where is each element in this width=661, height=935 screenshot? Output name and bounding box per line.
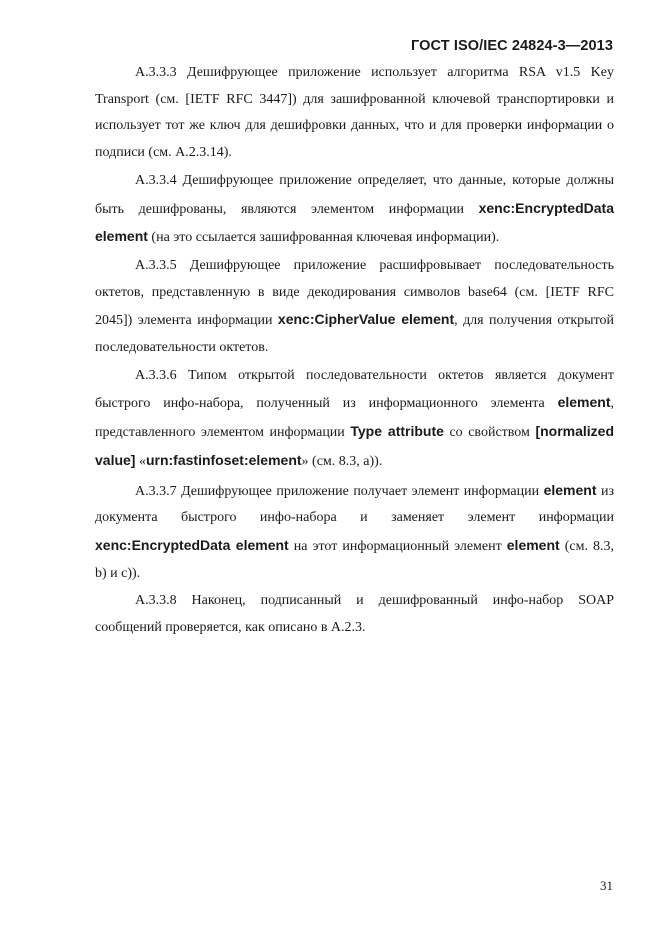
term-element: element bbox=[557, 394, 611, 411]
paragraph-a3-3-4 bbox=[95, 168, 614, 252]
page-number: 31 bbox=[600, 878, 613, 893]
paragraph-a3-3-5 bbox=[95, 253, 614, 362]
paragraph-text: со свойством bbox=[443, 425, 536, 441]
paragraph-text: » (см. 8.3, а)). bbox=[301, 453, 383, 469]
paragraph-text: из документа быстрого инфо-набора и заменяет элемент информации bbox=[95, 483, 614, 526]
paragraph-text: А.3.3.6 Типом открытой последовательности октетов является документ быстрого инфо-набора, полученный из информационного элемента bbox=[95, 367, 614, 412]
term-element: element bbox=[543, 481, 597, 498]
paragraph-text: А.3.3.7 Дешифрующее приложение получает элемент информации bbox=[135, 483, 544, 499]
paragraph-text: , представленного элементом информации bbox=[95, 396, 614, 441]
term-element: element bbox=[506, 536, 560, 553]
document-body bbox=[95, 60, 614, 643]
paragraph-text: на этот информационный элемент bbox=[288, 538, 507, 554]
paragraph-a3-3-8: А.3.3.8 Наконец, подписанный и дешифрованный инфо-набор SOAP сообщений проверяется, как описано в А.2.3. bbox=[95, 593, 614, 636]
paragraph-a3-3-7 bbox=[95, 477, 614, 588]
paragraph-a3-3-3: А.3.3.3 Дешифрующее приложение использует алгоритма RSA v1.5 Key Transport (см. [IETF RFC 3447]) для зашифрованной ключевой транспортировки и использует тот же ключ для дешифровки данных, что и для проверки информации о подписи (см. А.2.3.14). bbox=[95, 65, 614, 161]
term-encrypteddata: xenc:EncryptedData element bbox=[95, 199, 614, 245]
paragraph-text: (см. 8.3, b) и с)). bbox=[95, 538, 614, 581]
term-urn: urn:fastinfoset:element bbox=[145, 451, 302, 468]
term-normalized-value: [normalized value] bbox=[95, 423, 615, 468]
term-type-attribute: Type attribute bbox=[350, 423, 444, 440]
term-ciphervalue: xenc:CipherValue element bbox=[277, 311, 455, 328]
paragraph-text: А.3.3.4 Дешифрующее приложение определяет, что данные, которые должны быть дешифрованы, являются элементом информации bbox=[95, 172, 614, 217]
standard-header: ГОСТ ISO/IEC 24824-3—2013 bbox=[411, 38, 613, 54]
paragraph-text: « bbox=[135, 453, 146, 469]
paragraph-text: (на это ссылается зашифрованная ключевая информации). bbox=[147, 230, 500, 246]
paragraph-text: , для получения открытой последовательности октетов. bbox=[95, 313, 614, 356]
term-encrypteddata: xenc:EncryptedData element bbox=[95, 536, 289, 553]
paragraph-text: А.3.3.5 Дешифрующее приложение расшифровывает последовательность октетов, представленную в виде декодирования символов base64 (см. [IETF RFC 2045]) элемента информации bbox=[95, 257, 614, 329]
paragraph-a3-3-6 bbox=[95, 363, 614, 476]
